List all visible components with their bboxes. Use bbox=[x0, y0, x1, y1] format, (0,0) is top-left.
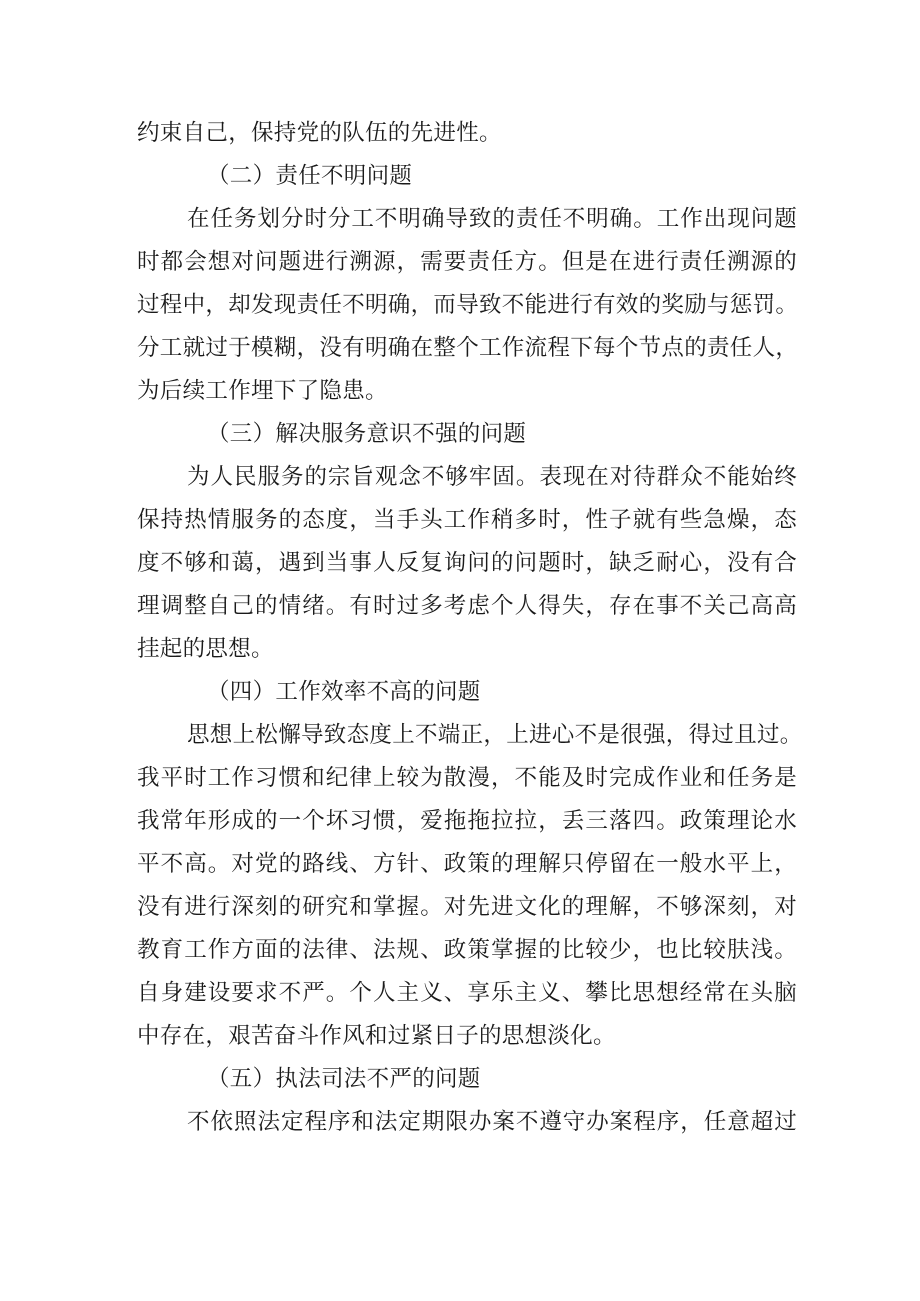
paragraph-line: 理调整自己的情绪。有时过多考虑个人得失，存在事不关己高高 bbox=[137, 593, 797, 619]
paragraph-line: 分工就过于模糊，没有明确在整个工作流程下每个节点的责任人， bbox=[137, 335, 799, 361]
section-heading: （三）解决服务意识不强的问题 bbox=[207, 421, 527, 447]
paragraph-line: 约束自己，保持党的队伍的先进性。 bbox=[137, 120, 502, 146]
paragraph-line: 我常年形成的一个坏习惯，爱拖拖拉拉，丢三落四。政策理论水 bbox=[137, 808, 797, 834]
section-heading: （五）执法司法不严的问题 bbox=[207, 1066, 481, 1092]
paragraph-line: 为后续工作埋下了隐患。 bbox=[137, 378, 388, 404]
section-heading: （四）工作效率不高的问题 bbox=[207, 679, 481, 705]
paragraph-line: 我平时工作习惯和纪律上较为散漫，不能及时完成作业和任务是 bbox=[137, 765, 797, 791]
section-heading: （二）责任不明问题 bbox=[207, 163, 413, 189]
paragraph-line: 时都会想对问题进行溯源，需要责任方。但是在进行责任溯源的 bbox=[137, 249, 797, 275]
paragraph-line: 为人民服务的宗旨观念不够牢固。表现在对待群众不能始终 bbox=[187, 464, 797, 490]
paragraph-line: 度不够和蔼，遇到当事人反复询问的问题时，缺乏耐心，没有合 bbox=[137, 550, 797, 576]
paragraph-line: 教育工作方面的法律、法规、政策掌握的比较少，也比较肤浅。 bbox=[137, 937, 797, 963]
document-body bbox=[137, 112, 803, 1144]
paragraph-line: 挂起的思想。 bbox=[137, 636, 274, 662]
paragraph-line: 不依照法定程序和法定期限办案不遵守办案程序，任意超过 bbox=[187, 1109, 797, 1135]
paragraph-line: 中存在，艰苦奋斗作风和过紧日子的思想淡化。 bbox=[137, 1023, 616, 1049]
paragraph-line: 平不高。对党的路线、方针、政策的理解只停留在一般水平上， bbox=[137, 851, 797, 877]
paragraph-line: 保持热情服务的态度，当手头工作稍多时，性子就有些急燥，态 bbox=[137, 507, 797, 533]
paragraph-line: 没有进行深刻的研究和掌握。对先进文化的理解，不够深刻，对 bbox=[137, 894, 797, 920]
paragraph-line: 思想上松懈导致态度上不端正，上进心不是很强，得过且过。 bbox=[187, 722, 803, 748]
paragraph-line: 过程中，却发现责任不明确，而导致不能进行有效的奖励与惩罚。 bbox=[137, 292, 799, 318]
paragraph-line: 在任务划分时分工不明确导致的责任不明确。工作出现问题 bbox=[187, 206, 797, 232]
paragraph-line: 自身建设要求不严。个人主义、享乐主义、攀比思想经常在头脑 bbox=[137, 980, 797, 1006]
